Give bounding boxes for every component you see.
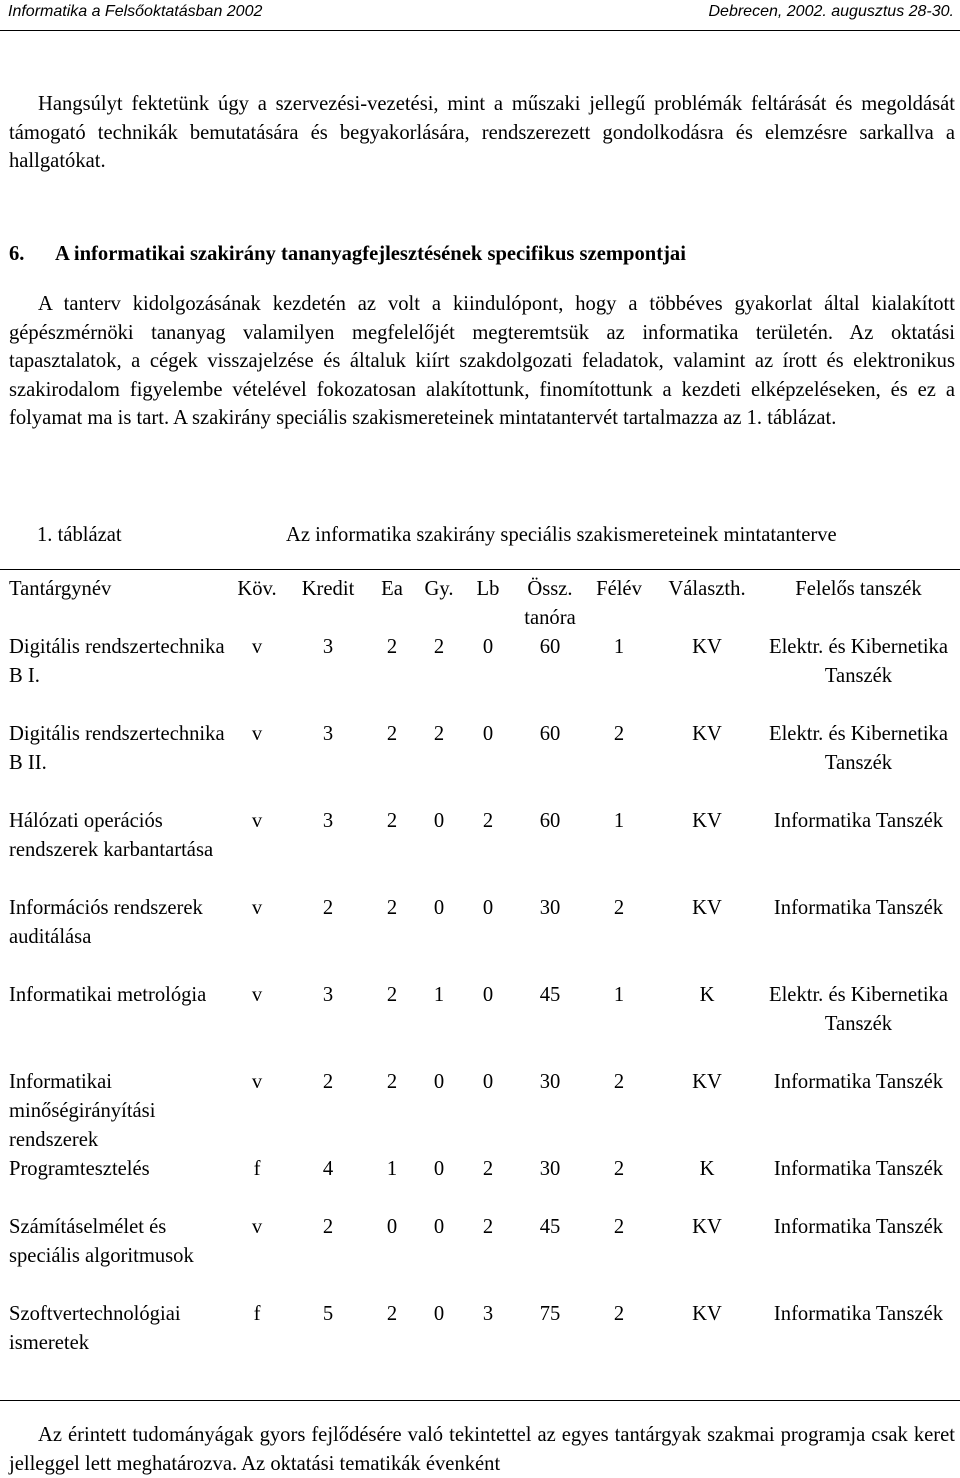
cell-ossz: 60 xyxy=(539,810,561,832)
cell-valaszth: KV xyxy=(692,810,722,832)
cell-felev: 2 xyxy=(613,1303,625,1325)
cell-felev: 1 xyxy=(613,636,625,658)
cell-valaszth: KV xyxy=(692,897,722,919)
cell-ea: 2 xyxy=(386,1071,398,1093)
closing-paragraph: Az érintett tudományágak gyors fejlődésére való tekintettel az egyes tantárgyak szakmai programja csak keret jelleggel lett meghatározva. Az oktatási tematikák évenként xyxy=(9,1424,955,1475)
cell-ea: 2 xyxy=(386,1303,398,1325)
cell-valaszth: KV xyxy=(692,1071,722,1093)
cell-kov: v xyxy=(251,1216,263,1238)
cell-lb: 2 xyxy=(482,810,494,832)
cell-lb: 0 xyxy=(482,723,494,745)
cell-kov: f xyxy=(253,1158,261,1180)
header-location-date: Debrecen, 2002. augusztus 28-30. xyxy=(708,3,954,20)
cell-gy: 0 xyxy=(433,810,445,832)
cell-lb: 0 xyxy=(482,636,494,658)
cell-kov: v xyxy=(251,723,263,745)
cell-ossz: 75 xyxy=(539,1303,561,1325)
cell-ossz: 60 xyxy=(539,723,561,745)
cell-name: Információs rendszerek auditálása xyxy=(9,897,203,948)
cell-kredit: 3 xyxy=(322,984,334,1006)
section-paragraph: A tanterv kidolgozásának kezdetén az volt a kiindulópont, hogy a többéves gyakorlat által kialakított gépészmérnöki tananyag valamilyen megfelelőjét megteremtsük az informatika területén. Az oktatási tapasztalatok, a cégek visszajelzése és általuk kiírt szakdolgozati feladatok, valamint az írott és elektronikus szakirodalom figyelembe vételével fokozatosan alakítottunk, finomítottunk a kezdeti elképzeléseken, és ez a folyamat ma is tart. A szakirány speciális szakismereteinek mintatantervét tartalmazza az 1. táblázat. xyxy=(9,293,955,429)
header-gy: Gy. xyxy=(424,578,454,600)
cell-kredit: 5 xyxy=(322,1303,334,1325)
cell-name: Számításelmélet és speciális algoritmusok xyxy=(9,1216,194,1267)
table-row xyxy=(0,1068,955,1155)
cell-felelos: Informatika Tanszék xyxy=(773,1158,944,1180)
cell-ossz: 60 xyxy=(539,636,561,658)
cell-ea: 1 xyxy=(386,1158,398,1180)
header-felev: Félév xyxy=(596,578,642,600)
cell-ossz: 30 xyxy=(539,1071,561,1093)
cell-valaszth: KV xyxy=(692,1216,722,1238)
cell-ossz: 45 xyxy=(539,1216,561,1238)
header-kov: Köv. xyxy=(237,578,277,600)
cell-felev: 2 xyxy=(613,1071,625,1093)
table-row xyxy=(0,1213,955,1300)
cell-gy: 0 xyxy=(433,1216,445,1238)
table-row xyxy=(0,720,955,807)
cell-gy: 0 xyxy=(433,1071,445,1093)
header-lb: Lb xyxy=(476,578,500,600)
cell-felelos: Informatika Tanszék xyxy=(773,897,944,919)
cell-ea: 2 xyxy=(386,723,398,745)
curriculum-table xyxy=(0,575,955,1358)
cell-felev: 2 xyxy=(613,723,625,745)
page-header xyxy=(0,0,960,31)
cell-name: Digitális rendszertechnika B I. xyxy=(9,636,225,687)
header-felelos: Felelős tanszék xyxy=(795,578,922,600)
cell-felelos: Elektr. és Kibernetika Tanszék xyxy=(769,984,948,1035)
cell-name: Szoftvertechnológiai ismeretek xyxy=(9,1303,181,1354)
cell-lb: 0 xyxy=(482,984,494,1006)
cell-kredit: 2 xyxy=(322,1216,334,1238)
cell-felelos: Informatika Tanszék xyxy=(773,1071,944,1093)
cell-gy: 0 xyxy=(433,1303,445,1325)
table-row xyxy=(0,981,955,1068)
header-ea: Ea xyxy=(381,578,403,600)
cell-kredit: 3 xyxy=(322,636,334,658)
cell-ea: 2 xyxy=(386,897,398,919)
cell-felev: 2 xyxy=(613,1158,625,1180)
cell-kredit: 3 xyxy=(322,723,334,745)
cell-gy: 2 xyxy=(433,723,445,745)
cell-ossz: 30 xyxy=(539,897,561,919)
cell-ea: 2 xyxy=(386,984,398,1006)
cell-valaszth: KV xyxy=(692,723,722,745)
cell-kov: v xyxy=(251,984,263,1006)
cell-kov: v xyxy=(251,810,263,832)
cell-valaszth: K xyxy=(699,1158,715,1180)
cell-name: Hálózati operációs rendszerek karbantartása xyxy=(9,810,214,861)
cell-gy: 0 xyxy=(433,1158,445,1180)
cell-lb: 3 xyxy=(482,1303,494,1325)
cell-name: Informatikai minőségirányítási rendszerek xyxy=(9,1071,156,1151)
cell-valaszth: KV xyxy=(692,636,722,658)
cell-name: Programtesztelés xyxy=(9,1158,150,1180)
cell-felelos: Informatika Tanszék xyxy=(773,1216,944,1238)
table-row xyxy=(0,1300,955,1358)
cell-kov: v xyxy=(251,1071,263,1093)
cell-kredit: 2 xyxy=(322,1071,334,1093)
section-heading xyxy=(9,240,686,268)
header-ossz: Össz. tanóra xyxy=(524,578,576,629)
cell-lb: 0 xyxy=(482,1071,494,1093)
header-name: Tantárgynév xyxy=(9,578,112,600)
cell-lb: 2 xyxy=(482,1216,494,1238)
table-top-rule xyxy=(0,569,960,570)
cell-kov: v xyxy=(251,636,263,658)
cell-felev: 2 xyxy=(613,897,625,919)
cell-gy: 1 xyxy=(433,984,445,1006)
cell-kredit: 3 xyxy=(322,810,334,832)
header-kredit: Kredit xyxy=(301,578,355,600)
table-row xyxy=(0,1155,955,1213)
cell-ossz: 30 xyxy=(539,1158,561,1180)
cell-kov: v xyxy=(251,897,263,919)
cell-name: Informatikai metrológia xyxy=(9,984,207,1006)
cell-felev: 1 xyxy=(613,810,625,832)
table-row xyxy=(0,894,955,981)
cell-ea: 2 xyxy=(386,636,398,658)
table-bottom-rule xyxy=(0,1400,960,1401)
cell-felev: 1 xyxy=(613,984,625,1006)
cell-felelos: Elektr. és Kibernetika Tanszék xyxy=(769,723,948,774)
cell-ea: 2 xyxy=(386,810,398,832)
cell-ea: 0 xyxy=(386,1216,398,1238)
header-conference: Informatika a Felsőoktatásban 2002 xyxy=(8,3,263,20)
cell-felelos: Elektr. és Kibernetika Tanszék xyxy=(769,636,948,687)
table-header-row xyxy=(0,575,955,633)
cell-kov: f xyxy=(253,1303,261,1325)
cell-valaszth: K xyxy=(699,984,715,1006)
cell-gy: 0 xyxy=(433,897,445,919)
cell-felelos: Informatika Tanszék xyxy=(773,1303,944,1325)
cell-gy: 2 xyxy=(433,636,445,658)
table-caption-title: Az informatika szakirány speciális szakismereteinek mintatanterve xyxy=(286,524,837,546)
cell-felelos: Informatika Tanszék xyxy=(773,810,944,832)
cell-valaszth: KV xyxy=(692,1303,722,1325)
table-row xyxy=(0,807,955,894)
table-caption xyxy=(0,521,960,551)
table-row xyxy=(0,633,955,720)
section-title: A informatikai szakirány tananyagfejlesztésének specifikus szempontjai xyxy=(55,243,686,265)
section-number: 6. xyxy=(9,243,25,265)
intro-paragraph: Hangsúlyt fektetünk úgy a szervezési-vezetési, mint a műszaki jellegű problémák feltárását és megoldását támogató technikák bemutatására és begyakorlására, rendszerezett gondolkodásra és elemzésre sarkallva a hallgatókat. xyxy=(9,93,955,172)
cell-kredit: 4 xyxy=(322,1158,334,1180)
cell-ossz: 45 xyxy=(539,984,561,1006)
cell-lb: 0 xyxy=(482,897,494,919)
cell-felev: 2 xyxy=(613,1216,625,1238)
cell-lb: 2 xyxy=(482,1158,494,1180)
cell-name: Digitális rendszertechnika B II. xyxy=(9,723,225,774)
table-caption-label: 1. táblázat xyxy=(37,524,122,546)
cell-kredit: 2 xyxy=(322,897,334,919)
header-valaszth: Választh. xyxy=(668,578,746,600)
